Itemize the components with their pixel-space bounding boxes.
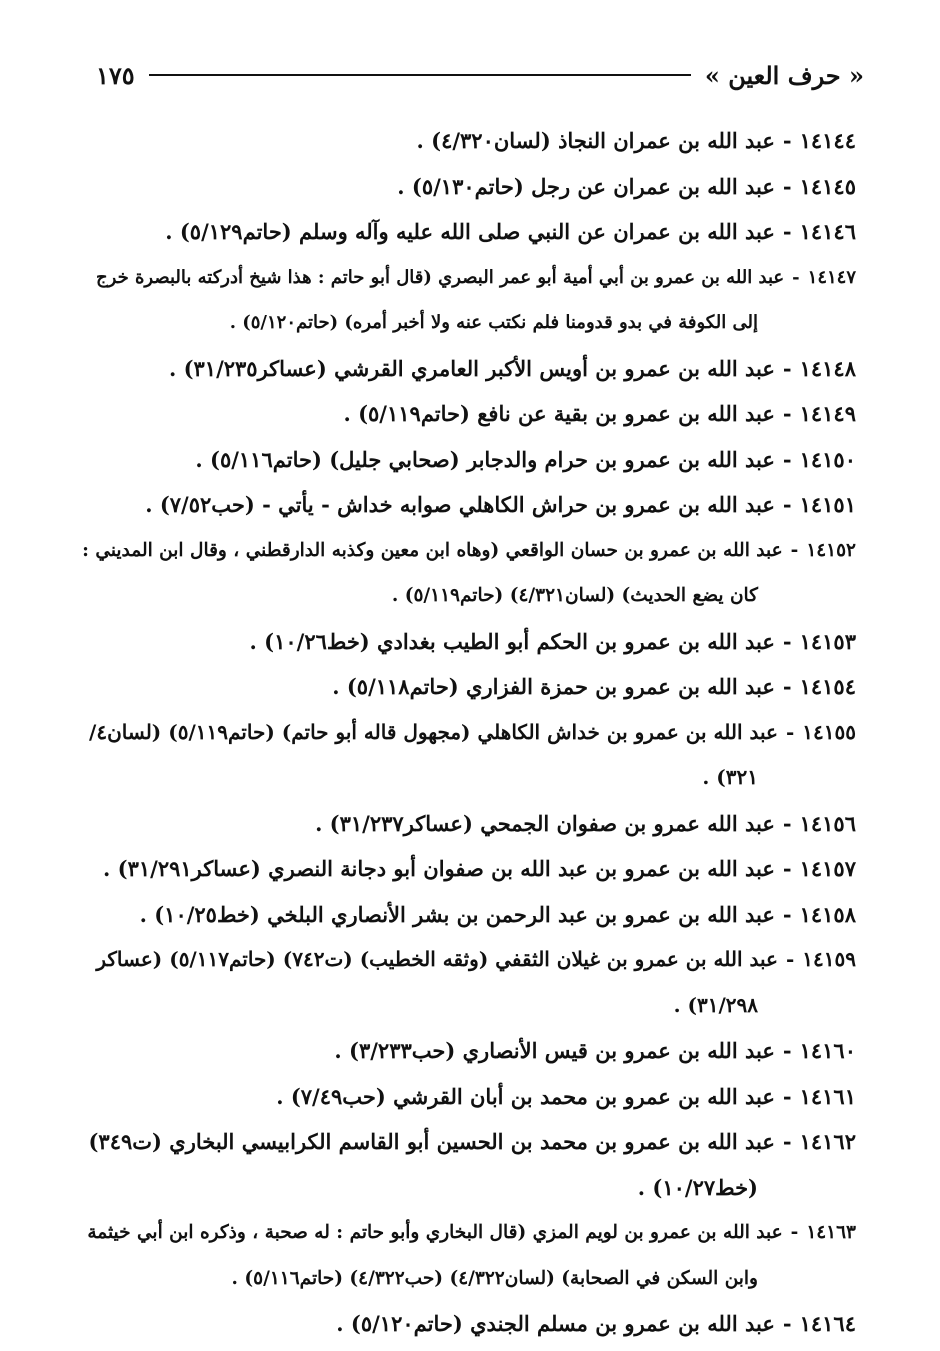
entry-dash: - [782, 355, 792, 381]
entry-text-continuation: وابن السكن في الصحابة) (لسان٤/٣٢٢) (حب٤/٣٢٢) (حاتم٥/١١٦) . [231, 1267, 758, 1289]
entry-item [80, 255, 856, 346]
entry-item [80, 937, 856, 1028]
entry-number: ١٤١٥٢ [806, 539, 856, 561]
entry-text: عبد الله بن عمرو بن مسلم الجندي (حاتم٥/١٢٠) . [336, 1311, 775, 1336]
entry-text: عبد الله بن عمران عن رجل (حاتم٥/١٣٠) . [397, 173, 775, 199]
entry-number: ١٤١٤٦ [799, 219, 856, 244]
entry-number: ١٤١٦١ [799, 1083, 856, 1109]
entry-item [80, 528, 856, 619]
entry-dash: - [782, 1038, 792, 1063]
entry-number: ١٤١٤٤ [799, 128, 856, 153]
entry-item [80, 710, 856, 801]
entry-text: عبد الله بن عمران عن النبي صلى الله عليه وآله وسلم (حاتم٥/١٢٩) . [165, 219, 775, 244]
entry-text: عبد الله بن عمرو بن خداش الكاهلي (مجهول قاله أبو حاتم) (حاتم٥/١١٩) (لسان٤/ [89, 719, 778, 744]
entry-number: ١٤١٤٧ [807, 266, 856, 288]
entry-text-continuation: إلى الكوفة في بدو قدومنا فلم نكتب عنه ولا أخبر أمره) (حاتم٥/١٢٠) . [229, 312, 758, 333]
entry-dash: - [782, 1083, 792, 1109]
chapter-title: « حرف العين » [704, 60, 864, 90]
entry-number: ١٤١٦٠ [799, 1038, 856, 1063]
entry-text: عبد الله بن عمرو بن الحكم أبو الطيب بغدادي (خط١٠/٢٦) . [249, 628, 775, 654]
entry-dash: - [792, 266, 800, 288]
entry-dash: - [782, 674, 792, 699]
entry-text-continuation: ٣٢١) . [702, 765, 758, 789]
entry-text: عبد الله بن عمرو بن محمد بن أبان القرشي (حب٧/٤٩) . [276, 1083, 775, 1109]
entry-number: ١٤١٥١ [799, 492, 856, 517]
entry-number: ١٤١٦٢ [799, 1129, 856, 1154]
entry-item [80, 209, 856, 255]
entry-text: عبد الله بن عمرو بن بقية عن نافع (حاتم٥/١١٩) . [343, 401, 775, 426]
entry-dash: - [782, 1311, 792, 1336]
entry-number: ١٤١٤٨ [799, 355, 856, 381]
entry-item [80, 1210, 856, 1301]
entry-number: ١٤١٥٦ [799, 810, 856, 836]
entry-item [80, 801, 856, 847]
entry-text: عبد الله بن عمرو بن محمد بن الحسين أبو القاسم الكرابيسي البخاري (ت٣٤٩) [88, 1129, 775, 1154]
entry-item [80, 664, 856, 710]
entry-dash: - [790, 1222, 799, 1243]
entry-text: عبد الله بن عمران النجاذ (لسان٤/٣٢٠) . [416, 128, 775, 153]
entry-item [80, 1074, 856, 1120]
entry-item [80, 346, 856, 392]
entry-text: عبد الله بن عمرو بن لويم المزي (قال البخاري وأبو حاتم : له صحبة ، وذكره ابن أبي خيثمة [87, 1222, 783, 1243]
entry-dash: - [782, 128, 792, 153]
entry-item [80, 1028, 856, 1074]
entry-item [80, 437, 856, 483]
entry-dash: - [782, 401, 792, 426]
entry-item [80, 892, 856, 938]
entry-text: عبد الله بن عمرو بن أويس الأكبر العامري القرشي (عساكر٣١/٢٣٥) . [168, 355, 775, 381]
entry-dash: - [782, 173, 792, 199]
entry-text: عبد الله بن عمرو بن أبي أمية أبو عمر البصري (قال أبو حاتم : هذا شيخ أدركته بالبصرة خرج [96, 266, 785, 288]
entry-dash: - [785, 719, 795, 744]
entry-number: ١٤١٥٣ [799, 628, 856, 654]
entry-text-continuation: (خط١٠/٢٧) . [637, 1174, 758, 1200]
page-header [96, 55, 864, 95]
entry-dash: - [782, 1129, 792, 1154]
entry-dash: - [782, 628, 792, 654]
entry-list [80, 118, 856, 1347]
entry-text: عبد الله بن عمرو بن حسان الواقعي (وهاه ابن معين وكذبه الدارقطني ، وقال ابن المديني : [82, 539, 783, 561]
entry-dash: - [782, 856, 792, 881]
entry-item [80, 482, 856, 528]
entry-text: عبد الله بن عمرو بن عبد الله بن صفوان أبو دجانة النصري (عساكر٣١/٢٩١) . [103, 856, 775, 881]
header-rule [149, 74, 691, 76]
entry-dash: - [782, 810, 792, 836]
entry-item [80, 1301, 856, 1347]
page-number: ١٧٥ [96, 60, 135, 90]
entry-text-continuation: ٣١/٢٩٨) . [673, 992, 758, 1017]
entry-text: عبد الله بن عمرو بن حراش الكاهلي صوابه خداش - يأتي - (حب٧/٥٢) . [145, 492, 775, 517]
entry-dash: - [790, 539, 799, 561]
entry-number: ١٤١٥٠ [799, 446, 856, 472]
entry-text: عبد الله بن عمرو بن قيس الأنصاري (حب٣/٢٣٣) . [334, 1038, 775, 1063]
entry-text: عبد الله بن عمرو بن حرام والدجابر (صحابي جليل) (حاتم٥/١١٦) . [195, 446, 775, 472]
entry-number: ١٤١٤٩ [799, 401, 856, 426]
entry-text: عبد الله عمرو بن صفوان الجمحي (عساكر٣١/٢٣٧) . [315, 810, 775, 836]
entry-number: ١٤١٥٨ [799, 901, 856, 927]
entry-item [80, 846, 856, 892]
entry-item [80, 619, 856, 665]
entry-item [80, 391, 856, 437]
entry-item [80, 164, 856, 210]
entry-text: عبد الله بن عمرو بن غيلان الثقفي (وثقه الخطيب) (ت٧٤٢) (حاتم٥/١١٧) (عساكر [96, 947, 778, 971]
entry-dash: - [782, 219, 792, 244]
entry-text: عبد الله بن عمرو بن عبد الرحمن بن بشر الأنصاري البلخي (خط١٠/٢٥) . [139, 901, 775, 927]
entry-number: ١٤١٦٤ [799, 1311, 856, 1336]
entry-number: ١٤١٦٣ [806, 1222, 856, 1243]
entry-number: ١٤١٤٥ [799, 173, 856, 199]
entry-item [80, 118, 856, 164]
entry-number: ١٤١٥٤ [799, 674, 856, 699]
entry-number: ١٤١٥٥ [802, 719, 856, 744]
entry-dash: - [785, 947, 795, 971]
entry-dash: - [782, 901, 792, 927]
entry-number: ١٤١٥٧ [799, 856, 856, 881]
entry-dash: - [782, 492, 792, 517]
entry-item [80, 1119, 856, 1210]
entry-text-continuation: كان يضع الحديث) (لسان٤/٣٢١) (حاتم٥/١١٩) . [391, 585, 758, 606]
entry-number: ١٤١٥٩ [802, 947, 856, 971]
entry-dash: - [782, 446, 792, 472]
entry-text: عبد الله بن عمرو بن حمزة الفزاري (حاتم٥/١١٨) . [332, 674, 775, 699]
